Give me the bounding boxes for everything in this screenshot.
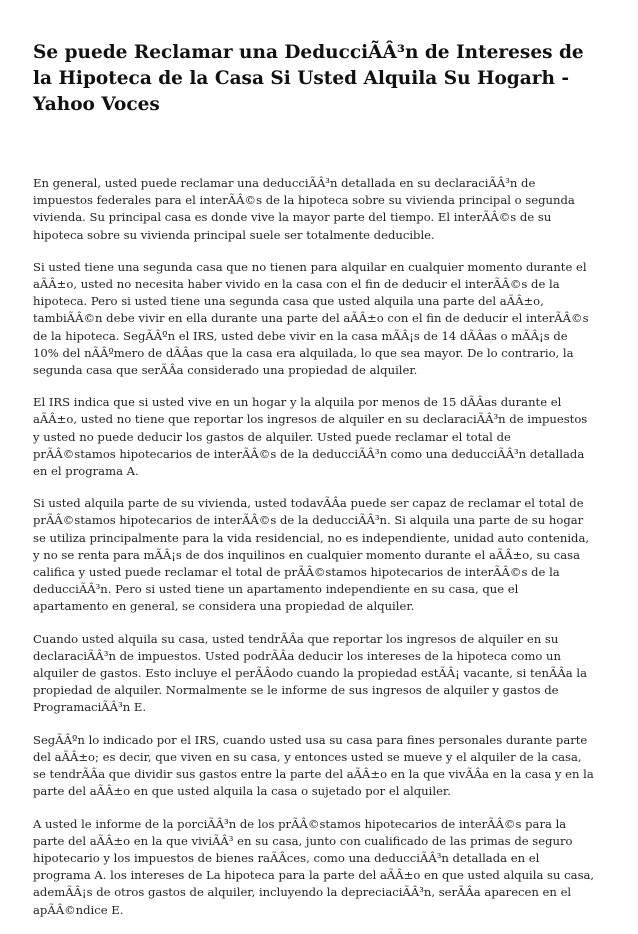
paragraph-6: SegÃÂºn lo indicado por el IRS, cuando usted usa su casa para fines personales durante parte del aÃÂ±o; es decir, que viven en su casa, y entonces usted se mueve y el alquiler de la casa, se tendrÃÂa que dividir sus gastos entre la parte del aÃÂ±o en la que vivÃÂa en la casa y en la parte del aÃÂ±o en que usted alquila la casa o sujetado por el alquiler. bbox=[33, 732, 594, 799]
article-body bbox=[33, 175, 595, 919]
paragraph-5: Cuando usted alquila su casa, usted tendrÃÂa que reportar los ingresos de alquiler en su declaraciÃÂ³n de impuestos. Usted podrÃÂa deducir los intereses de la hipoteca como un alquiler de gastos. Esto incluye el perÃÂodo cuando la propiedad estÃÂ¡ vacante, si tenÃÂa la propiedad de alquiler. Normalmente se le informe de sus ingresos de alquiler y gastos de ProgramaciÃÂ³n E. bbox=[33, 631, 587, 715]
document-page bbox=[33, 40, 595, 934]
paragraph-2: Si usted tiene una segunda casa que no tienen para alquilar en cualquier momento durante el aÃÂ±o, usted no necesita haber vivido en la casa con el fin de deducir el interÃÂ©s de la hipoteca. Pero si usted tiene una segunda casa que usted alquila una parte del aÃÂ±o, tambiÃÂ©n debe vivir en ella durante una parte del aÃÂ±o con el fin de deducir el interÃÂ©s de la hipoteca. SegÃÂºn el IRS, usted debe vivir en la casa mÃÂ¡s de 14 dÃÂas o mÃÂ¡s de 10% del nÃÂºmero de dÃÂas que la casa era alquilada, lo que sea mayor. De lo contrario, la segunda casa que serÃÂa considerado una propiedad de alquiler. bbox=[33, 259, 589, 378]
paragraph-7: A usted le informe de la porciÃÂ³n de los prÃÂ©stamos hipotecarios de interÃÂ©s para la parte del aÃÂ±o en la que viviÃÂ³ en su casa, junto con cualificado de las primas de seguro hipotecario y los impuestos de bienes raÃÂces, como una deducciÃÂ³n detallada en el programa A. los intereses de La hipoteca para la parte del aÃÂ±o en que usted alquila su casa, ademÃÂ¡s de otros gastos de alquiler, incluyendo la depreciaciÃÂ³n, serÃÂa aparecen en el apÃÂ©ndice E. bbox=[33, 816, 595, 917]
paragraph-1: En general, usted puede reclamar una deducciÃÂ³n detallada en su declaraciÃÂ³n de impuestos federales para el interÃÂ©s de la hipoteca sobre su vivienda principal o segunda vivienda. Su principal casa es donde vive la mayor parte del tiempo. El interÃÂ©s de su hipoteca sobre su vivienda principal suele ser totalmente deducible. bbox=[33, 176, 575, 242]
paragraph-3: El IRS indica que si usted vive en un hogar y la alquila por menos de 15 dÃÂas durante el aÃÂ±o, usted no tiene que reportar los ingresos de alquiler en su declaraciÃÂ³n de impuestos y usted no puede deducir los gastos de alquiler. Usted puede reclamar el total de prÃÂ©stamos hipotecarios de interÃÂ©s de la deducciÃÂ³n como una deducciÃÂ³n detallada en el programa A. bbox=[33, 395, 588, 479]
paragraph-4: Si usted alquila parte de su vivienda, usted todavÃÂa puede ser capaz de reclamar el total de prÃÂ©stamos hipotecarios de interÃÂ©s de la deducciÃÂ³n. Si alquila una parte de su hogar se utiliza principalmente para la vida residencial, no es independiente, unidad auto contenida, y no se renta para mÃÂ¡s de dos inquilinos en cualquier momento durante el aÃÂ±o, su casa califica y usted puede reclamar el total de prÃÂ©stamos hipotecarios de interÃÂ©s de la deducciÃÂ³n. Pero si usted tiene un apartamento independiente en su casa, que el apartamento en general, se considera una propiedad de alquiler. bbox=[33, 496, 590, 614]
page-title: Se puede Reclamar una DeducciÃÂ³n de Intereses de la Hipoteca de la Casa Si Usted Alquila Su Hogarh - Yahoo Voces bbox=[33, 42, 584, 115]
